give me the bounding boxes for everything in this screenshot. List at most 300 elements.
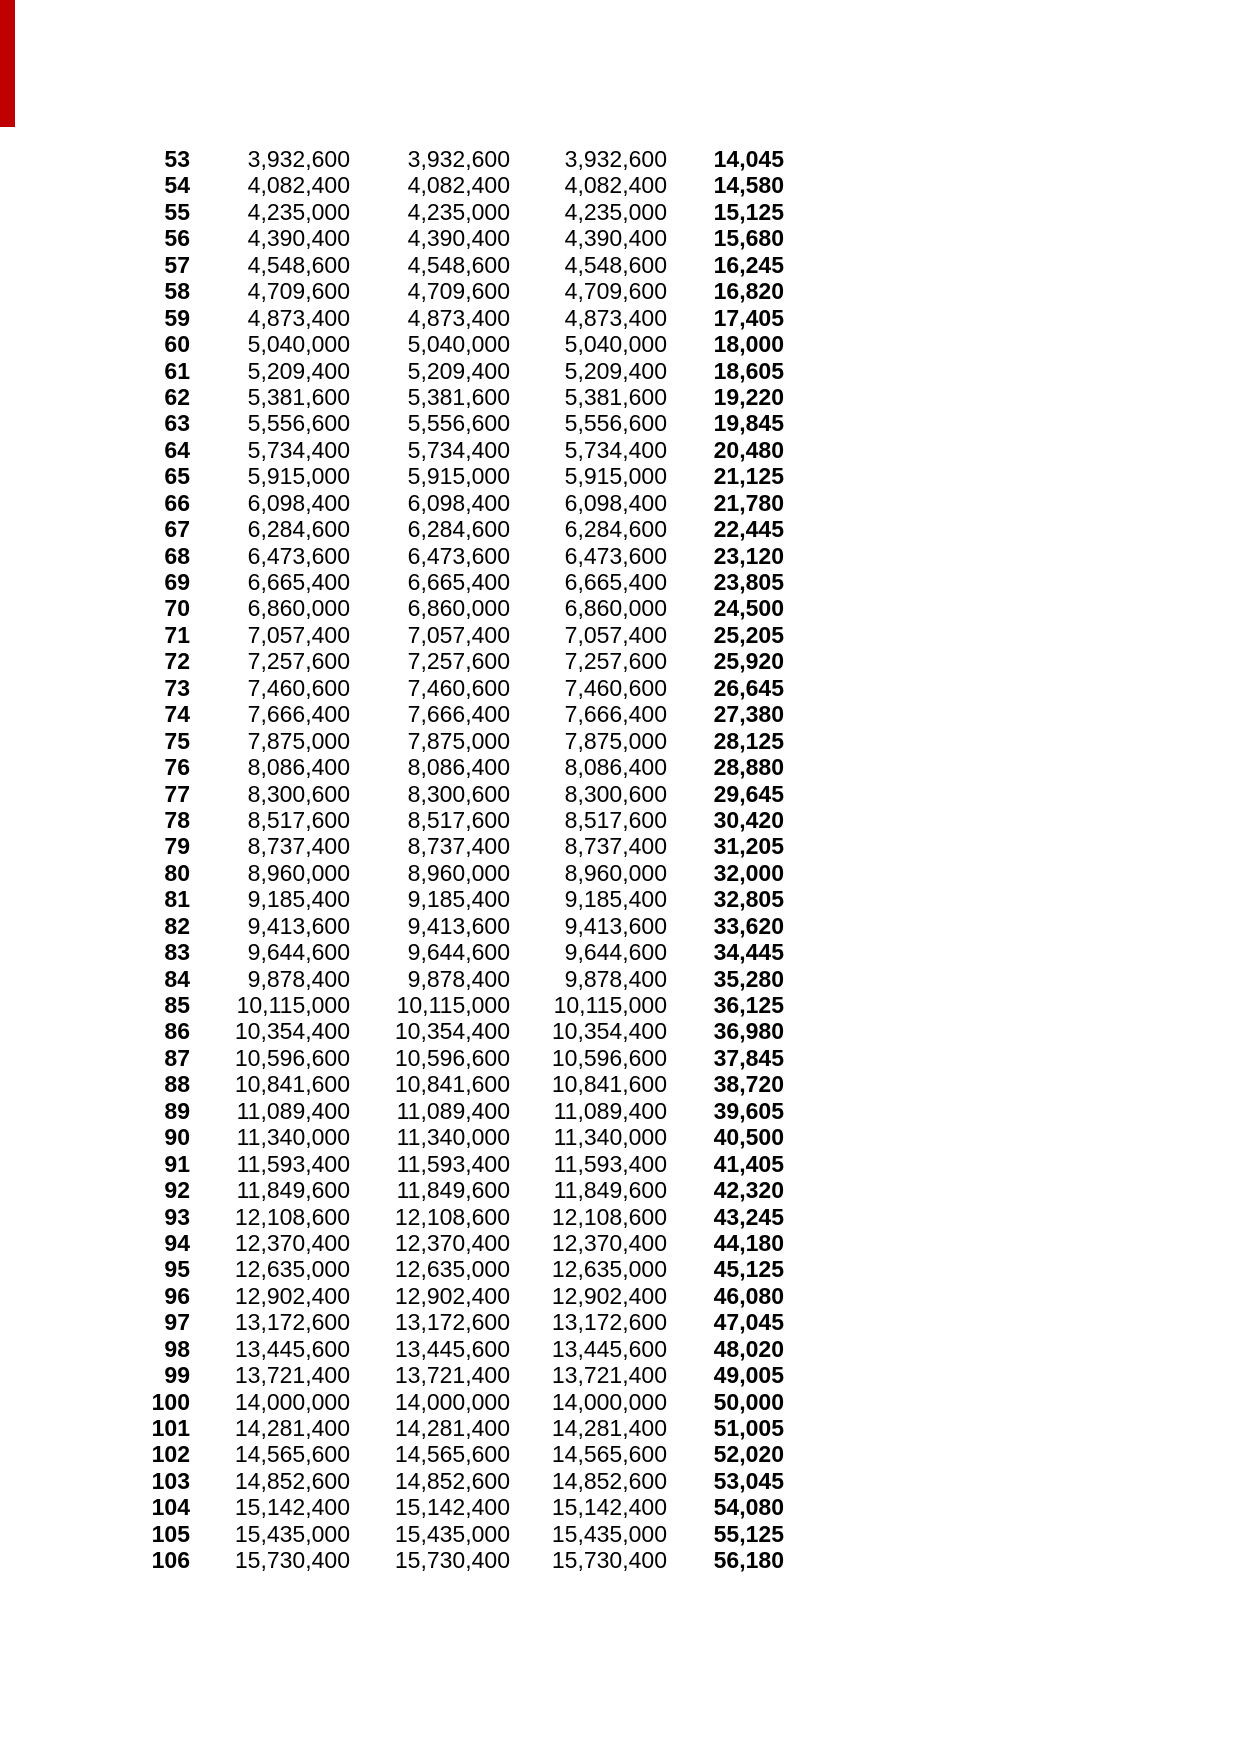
value-3-cell: 7,057,400 [564, 621, 667, 648]
value-3-cell: 5,915,000 [564, 463, 667, 490]
value-3-cell: 5,556,600 [564, 410, 667, 437]
value-4-cell: 21,780 [713, 489, 784, 516]
table-row [0, 1177, 784, 1203]
value-4-cell: 44,180 [713, 1229, 784, 1256]
value-3-cell: 11,593,400 [553, 1150, 667, 1177]
row-number-cell: 55 [164, 198, 190, 225]
value-3-cell: 6,473,600 [564, 542, 667, 569]
value-1-cell: 7,875,000 [247, 727, 350, 754]
value-1-cell: 15,142,400 [234, 1494, 350, 1521]
value-1-cell: 5,040,000 [247, 331, 350, 358]
value-4-cell: 39,605 [713, 1097, 784, 1124]
value-1-cell: 9,413,600 [247, 912, 350, 939]
value-3-cell: 14,000,000 [551, 1388, 667, 1415]
value-1-cell: 9,644,600 [247, 939, 350, 966]
value-3-cell: 7,875,000 [564, 727, 667, 754]
value-4-cell: 53,045 [713, 1467, 784, 1494]
value-2-cell: 10,596,600 [394, 1044, 510, 1071]
value-4-cell: 34,445 [713, 939, 784, 966]
table-row [0, 543, 784, 569]
value-2-cell: 12,108,600 [394, 1203, 510, 1230]
value-3-cell: 6,860,000 [564, 595, 667, 622]
value-2-cell: 4,390,400 [407, 225, 510, 252]
row-number-cell: 63 [164, 410, 190, 437]
value-3-cell: 9,413,600 [564, 912, 667, 939]
value-2-cell: 9,644,600 [407, 939, 510, 966]
value-2-cell: 8,960,000 [407, 859, 510, 886]
value-4-cell: 48,020 [713, 1335, 784, 1362]
row-number-cell: 58 [164, 278, 190, 305]
value-2-cell: 6,473,600 [407, 542, 510, 569]
row-number-cell: 62 [164, 383, 190, 410]
value-1-cell: 10,596,600 [234, 1044, 350, 1071]
value-2-cell: 9,413,600 [407, 912, 510, 939]
table-row [0, 331, 784, 357]
row-number-cell: 70 [164, 595, 190, 622]
row-number-cell: 103 [151, 1467, 190, 1494]
value-3-cell: 7,460,600 [564, 674, 667, 701]
value-2-cell: 7,057,400 [407, 621, 510, 648]
table-row [0, 675, 784, 701]
value-2-cell: 9,185,400 [407, 886, 510, 913]
value-3-cell: 10,354,400 [551, 1018, 667, 1045]
row-number-cell: 78 [164, 806, 190, 833]
value-4-cell: 36,980 [713, 1018, 784, 1045]
value-4-cell: 23,805 [713, 569, 784, 595]
value-2-cell: 14,000,000 [394, 1388, 510, 1415]
value-1-cell: 11,340,000 [236, 1124, 350, 1151]
value-4-cell: 54,080 [713, 1494, 784, 1521]
row-number-cell: 59 [164, 304, 190, 331]
value-1-cell: 11,849,600 [236, 1177, 350, 1204]
value-4-cell: 35,280 [713, 965, 784, 992]
value-1-cell: 4,390,400 [247, 225, 350, 252]
value-1-cell: 6,473,600 [247, 542, 350, 569]
value-1-cell: 13,721,400 [234, 1362, 350, 1389]
value-1-cell: 11,593,400 [236, 1150, 350, 1177]
value-4-cell: 26,645 [713, 674, 784, 701]
value-3-cell: 11,849,600 [553, 1177, 667, 1204]
value-1-cell: 12,635,000 [234, 1256, 350, 1283]
table-row [0, 1230, 784, 1256]
table-row [0, 437, 784, 463]
value-3-cell: 8,086,400 [564, 754, 667, 781]
table-row [0, 622, 784, 648]
row-number-cell: 81 [164, 886, 190, 913]
value-2-cell: 8,737,400 [407, 833, 510, 860]
value-4-cell: 32,000 [713, 859, 784, 886]
value-3-cell: 14,852,600 [551, 1467, 667, 1494]
value-3-cell: 3,932,600 [564, 146, 667, 172]
value-4-cell: 37,845 [713, 1044, 784, 1071]
row-number-cell: 98 [164, 1335, 190, 1362]
value-2-cell: 7,460,600 [407, 674, 510, 701]
table-row [0, 754, 784, 780]
value-3-cell: 8,300,600 [564, 780, 667, 807]
value-4-cell: 45,125 [713, 1256, 784, 1283]
table-row [0, 966, 784, 992]
value-4-cell: 24,500 [713, 595, 784, 622]
value-4-cell: 27,380 [713, 701, 784, 728]
value-1-cell: 14,852,600 [234, 1467, 350, 1494]
value-4-cell: 15,680 [713, 225, 784, 252]
value-2-cell: 7,666,400 [407, 701, 510, 728]
table-row [0, 1362, 784, 1388]
value-4-cell: 28,125 [713, 727, 784, 754]
value-2-cell: 4,548,600 [407, 251, 510, 278]
row-number-cell: 80 [164, 859, 190, 886]
value-3-cell: 4,873,400 [564, 304, 667, 331]
value-1-cell: 7,460,600 [247, 674, 350, 701]
value-4-cell: 51,005 [713, 1415, 784, 1441]
value-3-cell: 12,635,000 [551, 1256, 667, 1283]
value-4-cell: 55,125 [713, 1520, 784, 1547]
row-number-cell: 75 [164, 727, 190, 754]
row-number-cell: 69 [164, 569, 190, 595]
value-3-cell: 9,644,600 [564, 939, 667, 966]
value-2-cell: 4,873,400 [407, 304, 510, 331]
value-1-cell: 12,902,400 [234, 1282, 350, 1309]
value-1-cell: 7,257,600 [247, 648, 350, 675]
value-3-cell: 5,209,400 [564, 357, 667, 384]
value-3-cell: 9,878,400 [564, 965, 667, 992]
value-1-cell: 5,915,000 [247, 463, 350, 490]
value-1-cell: 4,082,400 [247, 172, 350, 199]
table-row [0, 358, 784, 384]
value-4-cell: 16,820 [713, 278, 784, 305]
value-4-cell: 42,320 [713, 1177, 784, 1204]
value-4-cell: 16,245 [713, 251, 784, 278]
number-table [0, 146, 784, 1574]
value-1-cell: 11,089,400 [236, 1097, 350, 1124]
table-row [0, 1283, 784, 1309]
table-row [0, 701, 784, 727]
value-3-cell: 9,185,400 [564, 886, 667, 913]
value-4-cell: 19,845 [713, 410, 784, 437]
table-row [0, 595, 784, 621]
value-1-cell: 6,098,400 [247, 489, 350, 516]
table-row [0, 225, 784, 251]
value-4-cell: 36,125 [713, 992, 784, 1018]
value-1-cell: 5,209,400 [247, 357, 350, 384]
value-1-cell: 4,235,000 [247, 198, 350, 225]
table-row [0, 992, 784, 1018]
value-2-cell: 7,257,600 [407, 648, 510, 675]
value-1-cell: 13,172,600 [234, 1309, 350, 1336]
value-3-cell: 15,730,400 [551, 1547, 667, 1574]
row-number-cell: 90 [164, 1124, 190, 1151]
table-row [0, 1389, 784, 1415]
value-3-cell: 8,517,600 [564, 806, 667, 833]
table-row [0, 1045, 784, 1071]
value-1-cell: 8,300,600 [247, 780, 350, 807]
row-number-cell: 94 [164, 1229, 190, 1256]
value-3-cell: 4,082,400 [564, 172, 667, 199]
value-2-cell: 11,849,600 [396, 1177, 510, 1204]
value-3-cell: 4,235,000 [564, 198, 667, 225]
value-3-cell: 10,596,600 [551, 1044, 667, 1071]
value-1-cell: 14,000,000 [234, 1388, 350, 1415]
value-1-cell: 14,281,400 [234, 1415, 350, 1441]
value-2-cell: 3,932,600 [407, 146, 510, 172]
value-1-cell: 15,730,400 [234, 1547, 350, 1574]
value-3-cell: 12,108,600 [551, 1203, 667, 1230]
row-number-cell: 92 [164, 1177, 190, 1204]
row-number-cell: 67 [164, 516, 190, 543]
table-row [0, 1151, 784, 1177]
row-number-cell: 82 [164, 912, 190, 939]
row-number-cell: 93 [164, 1203, 190, 1230]
value-3-cell: 6,665,400 [564, 569, 667, 595]
value-2-cell: 13,445,600 [394, 1335, 510, 1362]
value-4-cell: 40,500 [713, 1124, 784, 1151]
row-number-cell: 95 [164, 1256, 190, 1283]
table-row [0, 886, 784, 912]
value-1-cell: 5,734,400 [247, 436, 350, 463]
value-3-cell: 12,370,400 [551, 1229, 667, 1256]
value-3-cell: 11,340,000 [553, 1124, 667, 1151]
value-2-cell: 4,709,600 [407, 278, 510, 305]
value-2-cell: 4,082,400 [407, 172, 510, 199]
value-3-cell: 13,721,400 [551, 1362, 667, 1389]
value-2-cell: 7,875,000 [407, 727, 510, 754]
value-4-cell: 18,605 [713, 357, 784, 384]
table-row [0, 1256, 784, 1282]
table-row [0, 1336, 784, 1362]
value-4-cell: 21,125 [713, 463, 784, 490]
table-row [0, 1468, 784, 1494]
value-2-cell: 12,370,400 [394, 1229, 510, 1256]
value-1-cell: 8,737,400 [247, 833, 350, 860]
table-row [0, 384, 784, 410]
row-number-cell: 68 [164, 542, 190, 569]
value-3-cell: 10,115,000 [553, 992, 667, 1018]
value-2-cell: 4,235,000 [407, 198, 510, 225]
row-number-cell: 89 [164, 1097, 190, 1124]
row-number-cell: 97 [164, 1309, 190, 1336]
value-3-cell: 8,960,000 [564, 859, 667, 886]
value-1-cell: 9,878,400 [247, 965, 350, 992]
value-4-cell: 41,405 [713, 1150, 784, 1177]
value-4-cell: 50,000 [713, 1388, 784, 1415]
table-row [0, 860, 784, 886]
table-row [0, 252, 784, 278]
value-1-cell: 3,932,600 [247, 146, 350, 172]
value-2-cell: 11,089,400 [396, 1097, 510, 1124]
row-number-cell: 102 [151, 1441, 190, 1468]
value-2-cell: 5,915,000 [407, 463, 510, 490]
value-4-cell: 19,220 [713, 383, 784, 410]
value-3-cell: 15,435,000 [551, 1520, 667, 1547]
row-number-cell: 91 [164, 1150, 190, 1177]
value-3-cell: 4,390,400 [564, 225, 667, 252]
value-4-cell: 49,005 [713, 1362, 784, 1389]
value-4-cell: 14,580 [713, 172, 784, 199]
table-row [0, 1415, 784, 1441]
value-1-cell: 15,435,000 [234, 1520, 350, 1547]
value-1-cell: 10,354,400 [234, 1018, 350, 1045]
table-row [0, 172, 784, 198]
table-row [0, 146, 784, 172]
value-3-cell: 14,281,400 [551, 1415, 667, 1441]
row-number-cell: 104 [151, 1494, 190, 1521]
value-3-cell: 12,902,400 [551, 1282, 667, 1309]
value-3-cell: 13,445,600 [551, 1335, 667, 1362]
value-2-cell: 15,730,400 [394, 1547, 510, 1574]
row-number-cell: 105 [151, 1520, 190, 1547]
value-2-cell: 5,381,600 [407, 383, 510, 410]
value-3-cell: 7,257,600 [564, 648, 667, 675]
table-row [0, 807, 784, 833]
value-3-cell: 4,709,600 [564, 278, 667, 305]
value-3-cell: 6,098,400 [564, 489, 667, 516]
table-row [0, 1098, 784, 1124]
value-3-cell: 13,172,600 [551, 1309, 667, 1336]
table-row [0, 199, 784, 225]
value-2-cell: 12,635,000 [394, 1256, 510, 1283]
row-number-cell: 79 [164, 833, 190, 860]
table-row [0, 833, 784, 859]
value-3-cell: 10,841,600 [551, 1071, 667, 1098]
value-2-cell: 6,284,600 [407, 516, 510, 543]
value-2-cell: 10,354,400 [394, 1018, 510, 1045]
table-row [0, 516, 784, 542]
value-4-cell: 38,720 [713, 1071, 784, 1098]
row-number-cell: 60 [164, 331, 190, 358]
value-2-cell: 5,040,000 [407, 331, 510, 358]
value-3-cell: 8,737,400 [564, 833, 667, 860]
value-4-cell: 56,180 [713, 1547, 784, 1574]
value-2-cell: 5,556,600 [407, 410, 510, 437]
value-2-cell: 15,142,400 [394, 1494, 510, 1521]
red-margin-marker [0, 0, 15, 127]
value-4-cell: 43,245 [713, 1203, 784, 1230]
table-row [0, 1204, 784, 1230]
value-2-cell: 13,721,400 [394, 1362, 510, 1389]
value-4-cell: 46,080 [713, 1282, 784, 1309]
value-1-cell: 8,086,400 [247, 754, 350, 781]
table-row [0, 1441, 784, 1467]
row-number-cell: 53 [164, 146, 190, 172]
value-1-cell: 4,873,400 [247, 304, 350, 331]
value-2-cell: 8,517,600 [407, 806, 510, 833]
table-row [0, 463, 784, 489]
table-row [0, 781, 784, 807]
table-row [0, 490, 784, 516]
value-2-cell: 11,340,000 [396, 1124, 510, 1151]
value-4-cell: 22,445 [713, 516, 784, 543]
table-row [0, 648, 784, 674]
value-2-cell: 5,209,400 [407, 357, 510, 384]
value-4-cell: 30,420 [713, 806, 784, 833]
row-number-cell: 61 [164, 357, 190, 384]
value-2-cell: 11,593,400 [396, 1150, 510, 1177]
value-1-cell: 12,108,600 [234, 1203, 350, 1230]
value-4-cell: 25,920 [713, 648, 784, 675]
value-2-cell: 6,665,400 [407, 569, 510, 595]
row-number-cell: 88 [164, 1071, 190, 1098]
value-1-cell: 4,548,600 [247, 251, 350, 278]
row-number-cell: 77 [164, 780, 190, 807]
value-1-cell: 8,960,000 [247, 859, 350, 886]
table-row [0, 1309, 784, 1335]
value-2-cell: 8,086,400 [407, 754, 510, 781]
value-4-cell: 47,045 [713, 1309, 784, 1336]
value-3-cell: 5,381,600 [564, 383, 667, 410]
value-3-cell: 14,565,600 [551, 1441, 667, 1468]
value-1-cell: 5,556,600 [247, 410, 350, 437]
value-4-cell: 15,125 [713, 198, 784, 225]
table-row [0, 1124, 784, 1150]
row-number-cell: 83 [164, 939, 190, 966]
table-row [0, 569, 784, 595]
value-1-cell: 14,565,600 [234, 1441, 350, 1468]
value-2-cell: 8,300,600 [407, 780, 510, 807]
table-row [0, 278, 784, 304]
row-number-cell: 87 [164, 1044, 190, 1071]
row-number-cell: 71 [164, 621, 190, 648]
table-row [0, 305, 784, 331]
row-number-cell: 85 [164, 992, 190, 1018]
value-2-cell: 5,734,400 [407, 436, 510, 463]
value-2-cell: 9,878,400 [407, 965, 510, 992]
value-4-cell: 28,880 [713, 754, 784, 781]
value-1-cell: 9,185,400 [247, 886, 350, 913]
value-4-cell: 33,620 [713, 912, 784, 939]
value-3-cell: 6,284,600 [564, 516, 667, 543]
table-row [0, 728, 784, 754]
value-1-cell: 12,370,400 [234, 1229, 350, 1256]
row-number-cell: 56 [164, 225, 190, 252]
row-number-cell: 64 [164, 436, 190, 463]
value-1-cell: 13,445,600 [234, 1335, 350, 1362]
row-number-cell: 86 [164, 1018, 190, 1045]
value-3-cell: 4,548,600 [564, 251, 667, 278]
value-2-cell: 13,172,600 [394, 1309, 510, 1336]
value-4-cell: 52,020 [713, 1441, 784, 1468]
value-4-cell: 14,045 [713, 146, 784, 172]
row-number-cell: 101 [151, 1415, 190, 1441]
row-number-cell: 57 [164, 251, 190, 278]
value-3-cell: 5,040,000 [564, 331, 667, 358]
value-1-cell: 4,709,600 [247, 278, 350, 305]
value-1-cell: 10,841,600 [234, 1071, 350, 1098]
row-number-cell: 74 [164, 701, 190, 728]
value-1-cell: 8,517,600 [247, 806, 350, 833]
row-number-cell: 99 [164, 1362, 190, 1389]
value-2-cell: 10,841,600 [394, 1071, 510, 1098]
table-row [0, 1018, 784, 1044]
value-1-cell: 5,381,600 [247, 383, 350, 410]
value-2-cell: 14,565,600 [394, 1441, 510, 1468]
value-1-cell: 7,057,400 [247, 621, 350, 648]
value-4-cell: 29,645 [713, 780, 784, 807]
value-2-cell: 6,860,000 [407, 595, 510, 622]
table-row [0, 1494, 784, 1520]
value-1-cell: 6,860,000 [247, 595, 350, 622]
table-row [0, 410, 784, 436]
value-4-cell: 17,405 [713, 304, 784, 331]
value-2-cell: 14,852,600 [394, 1467, 510, 1494]
table-row [0, 939, 784, 965]
value-1-cell: 6,284,600 [247, 516, 350, 543]
table-row [0, 1521, 784, 1547]
value-2-cell: 6,098,400 [407, 489, 510, 516]
table-row [0, 1071, 784, 1097]
row-number-cell: 72 [164, 648, 190, 675]
value-1-cell: 10,115,000 [236, 992, 350, 1018]
value-4-cell: 20,480 [713, 436, 784, 463]
